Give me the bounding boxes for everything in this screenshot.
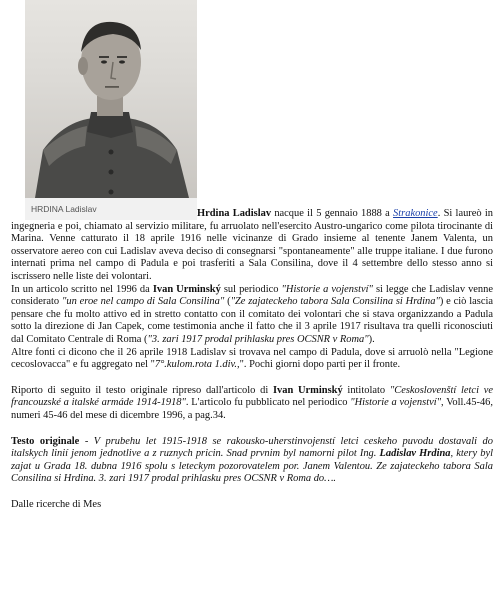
paragraph-biography: Hrdina Ladislav nacque il 5 gennaio 1888 a Strakonice. Si laureò in ingegneria e poi, chiamato al servizio militare, fu arruolato nell'esercito Austro-ungarico come pilota tirocinante di Marina. Venne catturato il 18 aprile 1916 nelle vicinanze di Grado insieme al tenente Janem Valenta, un osservatore aereo con cui Ladislav aveva deciso di consegnarsi "spontaneamente" alle truppe italiane. I due furono internati prima nel campo di Padula e poi trasferiti a Sala Consilina, dove il 4 settembre dello stesso anno si iscrissero nelle liste dei volontari.: [11, 208, 494, 282]
paragraph-legion: Altre fonti ci dicono che il 26 aprile 1918 Ladislav si trovava nel campo di Padula, dove si arruolò nella "Legione cecoslovacca" e fu aggregato nel "7°.kulom.rota 1.div.,". Pochi giorni dopo parti per il fronte.: [11, 346, 493, 371]
portrait-photo: [25, 0, 197, 198]
periodical-title: "Historie a vojenství": [281, 283, 373, 295]
article-body: [11, 208, 493, 511]
paragraph-source: Riporto di seguito il testo originale ripreso dall'articolo di Ivan Urminský intitolato "Ceskoslovenští letci ve francouzské a italské armáde 1914-1918". L'articolo fu pubblicato nel periodico "Historie a vojenství", Voll.45-46, numeri 45-46 del mese di dicembre 1996, a pag.34.: [11, 384, 493, 421]
author-name: Ivan Urminský: [152, 283, 221, 295]
paragraph-original-text: Testo originale - V prubehu let 1915-1918 se rakousko-uherstinvojenstí letci ceskeho puvodu dostavali do italskych linií jenom jednotlive a z ruznych pricin. Snad prvnim byl namorni pilot Ing. Ladislav Hrdina, ktery byl zajat u Grada 18. dubna 1916 spolu s leteckym pozorovatelem por. Janem Valentou. Ze zajateckeho tabora Sala Consilina si Hrdina. 3. zari 1917 prodal prihlasku pres OCSNR v Roma do….: [11, 435, 493, 485]
portrait-figure: [25, 0, 197, 220]
photo-caption: HRDINA Ladislav: [25, 198, 197, 220]
person-name: Hrdina Ladislav: [197, 208, 272, 219]
footer-credit: Dalle ricerche di Mes: [11, 498, 102, 510]
strakonice-link[interactable]: Strakonice: [393, 208, 438, 219]
paragraph-article: In un articolo scritto nel 1996 da Ivan Urminský sul periodico "Historie a vojenství" si legge che Ladislav venne considerato "un eroe nel campo di Sala Consilina" ("Ze zajateckeho tabora Sala Consilina si Hrdina") e ciò lascia pensare che fu molto attivo ed in stretto contatto con il comitato dei volontari che si stava organizzando a Padula sotto la direzione di Jan Capek, come testimonia anche il fatto che il 3 aprile 1917 risultava tra quelli riconosciuti dal Comitato Centrale di Roma ("3. zari 1917 prodal prihlasku pres OCSNR v Roma").: [11, 283, 493, 345]
